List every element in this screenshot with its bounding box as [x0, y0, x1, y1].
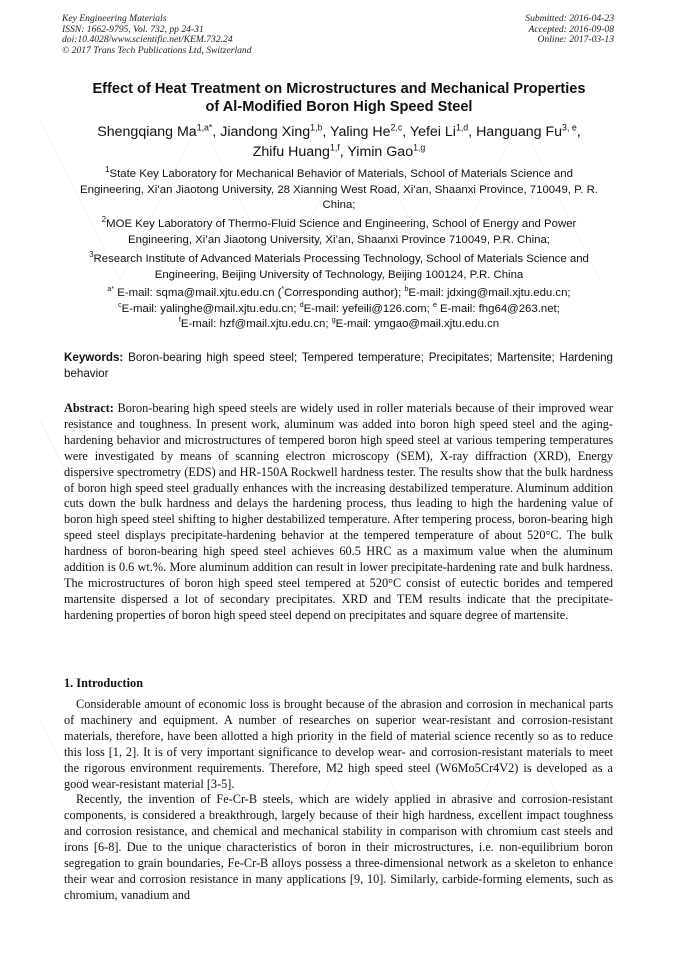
accepted-date: Accepted: 2016-09-08 — [528, 23, 614, 35]
email-c[interactable]: E-mail: yalinghe@mail.xjtu.edu.cn; — [121, 302, 300, 315]
email-g[interactable]: E-mail: ymgao@mail.xjtu.edu.cn — [335, 318, 500, 331]
affiliation-1: $^1$State Key Laboratory for Mechanical Behavior of Materials, School of Materials Science and Engineering, Xi’an Jiaotong University, 28 Xianning West Road, Xi’an, Shaanxi Province, 710049, P. R. China; — [80, 165, 598, 212]
author: Jiandong Xing$^{1,b}$, — [220, 122, 331, 140]
keywords-text: Boron-bearing high speed steel; Tempered temperature; Precipitates; Martensite; Hardening behavior — [64, 351, 613, 380]
section-heading-introduction: 1. Introduction — [64, 676, 144, 690]
author: Yimin Gao$^{1,g}$ — [347, 142, 426, 160]
email-b[interactable]: E-mail: jdxing@mail.xjtu.edu.cn; — [408, 287, 571, 299]
affiliation-3: $^3$Research Institute of Advanced Materials Processing Technology, School of Materials Science and Engineering, Beijing University of Technology, Beijing 100124, P.R. China — [89, 250, 589, 281]
author: Zhifu Huang$^{1,f}$, — [252, 142, 348, 160]
author: Hanguang Fu$^{3, e}$, — [476, 122, 581, 140]
journal-name: Key Engineering Materials — [62, 13, 167, 24]
email-d[interactable]: E-mail: yefeili@126.com; — [303, 302, 433, 315]
email-a[interactable]: E-mail: sqma@mail.xjtu.edu.cn ( — [114, 287, 282, 299]
doi-line[interactable]: doi:10.4028/www.scientific.net/KEM.732.24 — [62, 34, 233, 46]
author: Yaling He$^{2,c}$, — [330, 122, 410, 140]
email-f[interactable]: E-mail: hzf@mail.xjtu.edu.cn; — [180, 318, 332, 331]
title-line-1: Effect of Heat Treatment on Microstructures and Mechanical Properties — [92, 81, 586, 97]
publication-dates — [525, 14, 614, 46]
email-list: $^{a*}$ E-mail: sqma@mail.xjtu.edu.cn (*Corresponding author); $^b$E-mail: jdxing@mail.xjtu.edu.cn; $^c$E-mail: yalinghe@mail.xjtu.edu.cn; $^d$E-mail: yefeili@126.com; $^e$ E-mail: fhg64@263.net; $^f$E-mail: hzf@mail.xjtu.edu.cn; $^g$E-mail: ymgao@mail.xjtu.edu.cn — [107, 286, 571, 331]
copyright-line: © 2017 Trans Tech Publications Ltd, Switzerland — [62, 44, 252, 56]
paragraph: Recently, the invention of Fe-Cr-B steels, which are widely applied in abrasive and corrosion-resistant components, is considered a breakthrough, largely because of their high hardness, excellent impact toughness and corrosion resistance, and chemical and mechanical stability in comparison with chromium cast steels and irons [6-8]. Due to the unique characteristics of boron in their microstructures, i.e. non-equilibrium boron segregation to grain boundaries, Fe-Cr-B alloys possess a three-dimensional network as a skeleton to enhance their wear and corrosion resistance in many applications [9, 10]. Similarly, carbide-forming elements, such as chromium, vanadium and — [64, 792, 613, 902]
journal-info — [62, 14, 252, 56]
author: Shengqiang $Ma^{1,a*}$, — [97, 122, 221, 140]
keywords — [64, 350, 613, 382]
abstract — [64, 401, 613, 624]
submitted-date: Submitted: 2016-04-23 — [525, 13, 614, 24]
introduction-body — [64, 697, 613, 904]
title-line-2: of Al-Modified Boron High Speed Steel — [205, 99, 473, 116]
paragraph: Considerable amount of economic loss is brought because of the abrasion and corrosion in mechanical parts of machinery and equipment. A number of researches on superior wear-resistant and corrosion-resistant materials, therefore, have been allotted a high priority in the field of material science recently so as to reduce this loss [1, 2]. It is of very important significance to develop wear- and corrosion-resistant materials to meet the rigorous environment requirements. Therefore, M2 high speed steel (W6Mo5Cr4V2) is developed as a good wear-resistant material [3-5]. — [64, 697, 613, 791]
author: Yefei Li$^{1,d}$, — [409, 122, 477, 140]
issn-line: ISSN: 1662-9795, Vol. 732, pp 24-31 — [62, 23, 204, 35]
abstract-label: Abstract: — [64, 401, 114, 415]
affiliation-2: $^2$MOE Key Laboratory of Thermo-Fluid Science and Engineering, School of Energy and Power Engineering, Xi’an Jiaotong University, Xi’an, Shaanxi Province 710049, P.R. China; — [101, 215, 577, 246]
email-e[interactable]: E-mail: fhg64@263.net; — [436, 302, 560, 315]
abstract-text: Boron-bearing high speed steels are widely used in roller materials because of their improved wear resistance and toughness. In present work, aluminum was added into boron high speed steel and the aging-hardening behavior and microstructures of tempered boron high speed steel at various tempering temperatures were investigated by means of scanning electron microscopy (SEM), X-ray diffraction (XRD), Energy dispersive spectrometry (EDS) and HR-150A Rockwell hardness tester. The results show that the bulk hardness of boron high speed steel gradually enhances with the increasing destabilized temperature. Aluminum addition cuts down the bulk hardness and delays the hardening process, thus leading to high the hardening value of boron high speed steel shifting to higher destabilized temperature. After tempering process, boron-bearing high speed steel displays precipitate-hardening behavior at the tempered temperature of about 520°C. The bulk hardness of boron-bearing high speed steel achieves 60.5 HRC as a maximum value when the aluminum addition is 0.6 wt.%. More aluminum addition can result in lower precipitate-hardening rate and bulk hardness. The microstructures of boron high speed steel tempered at 520°C consist of eutectic borides and tempered martensite dispersed a lot of secondary precipitates. XRD and TEM results indicate that the precipitate-hardening properties of boron high speed steel depend on precipitates and square degree of martensite. — [64, 401, 613, 622]
keywords-label: Keywords: — [64, 351, 124, 364]
online-date: Online: 2017-03-13 — [537, 34, 614, 46]
author-list — [40, 122, 638, 162]
paper-title — [40, 80, 638, 117]
